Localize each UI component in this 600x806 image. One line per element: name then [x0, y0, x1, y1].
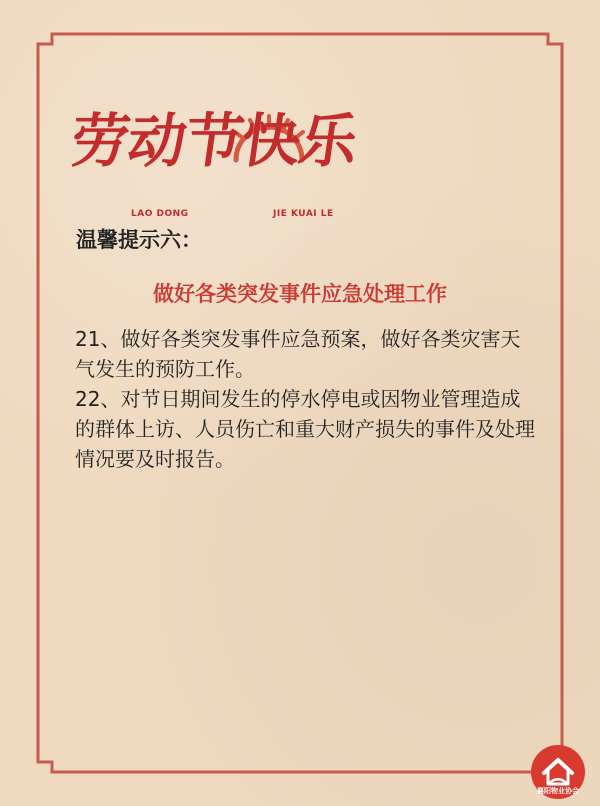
association-name: 襄阳物业协会 [537, 787, 579, 795]
festival-subtitle-right: JIE KUAI LE [273, 209, 334, 219]
festival-title: 劳动节快乐 [66, 107, 362, 175]
paragraph-21: 21、做好各类突发事件应急预案，做好各类灾害天气发生的预防工作。 [75, 327, 521, 381]
tip-title: 温馨提示六： [76, 228, 202, 252]
section-heading: 做好各类突发事件应急处理工作 [153, 282, 447, 306]
festival-title-block [58, 58, 388, 219]
paragraph-22: 22、对节日期间发生的停水停电或因物业管理造成的群体上访、人员伤亡和重大财产损失的事件及处理情况要及时报告。 [75, 387, 535, 471]
notice-body [75, 324, 540, 474]
festival-subtitle-left: LAO DONG [131, 209, 189, 219]
